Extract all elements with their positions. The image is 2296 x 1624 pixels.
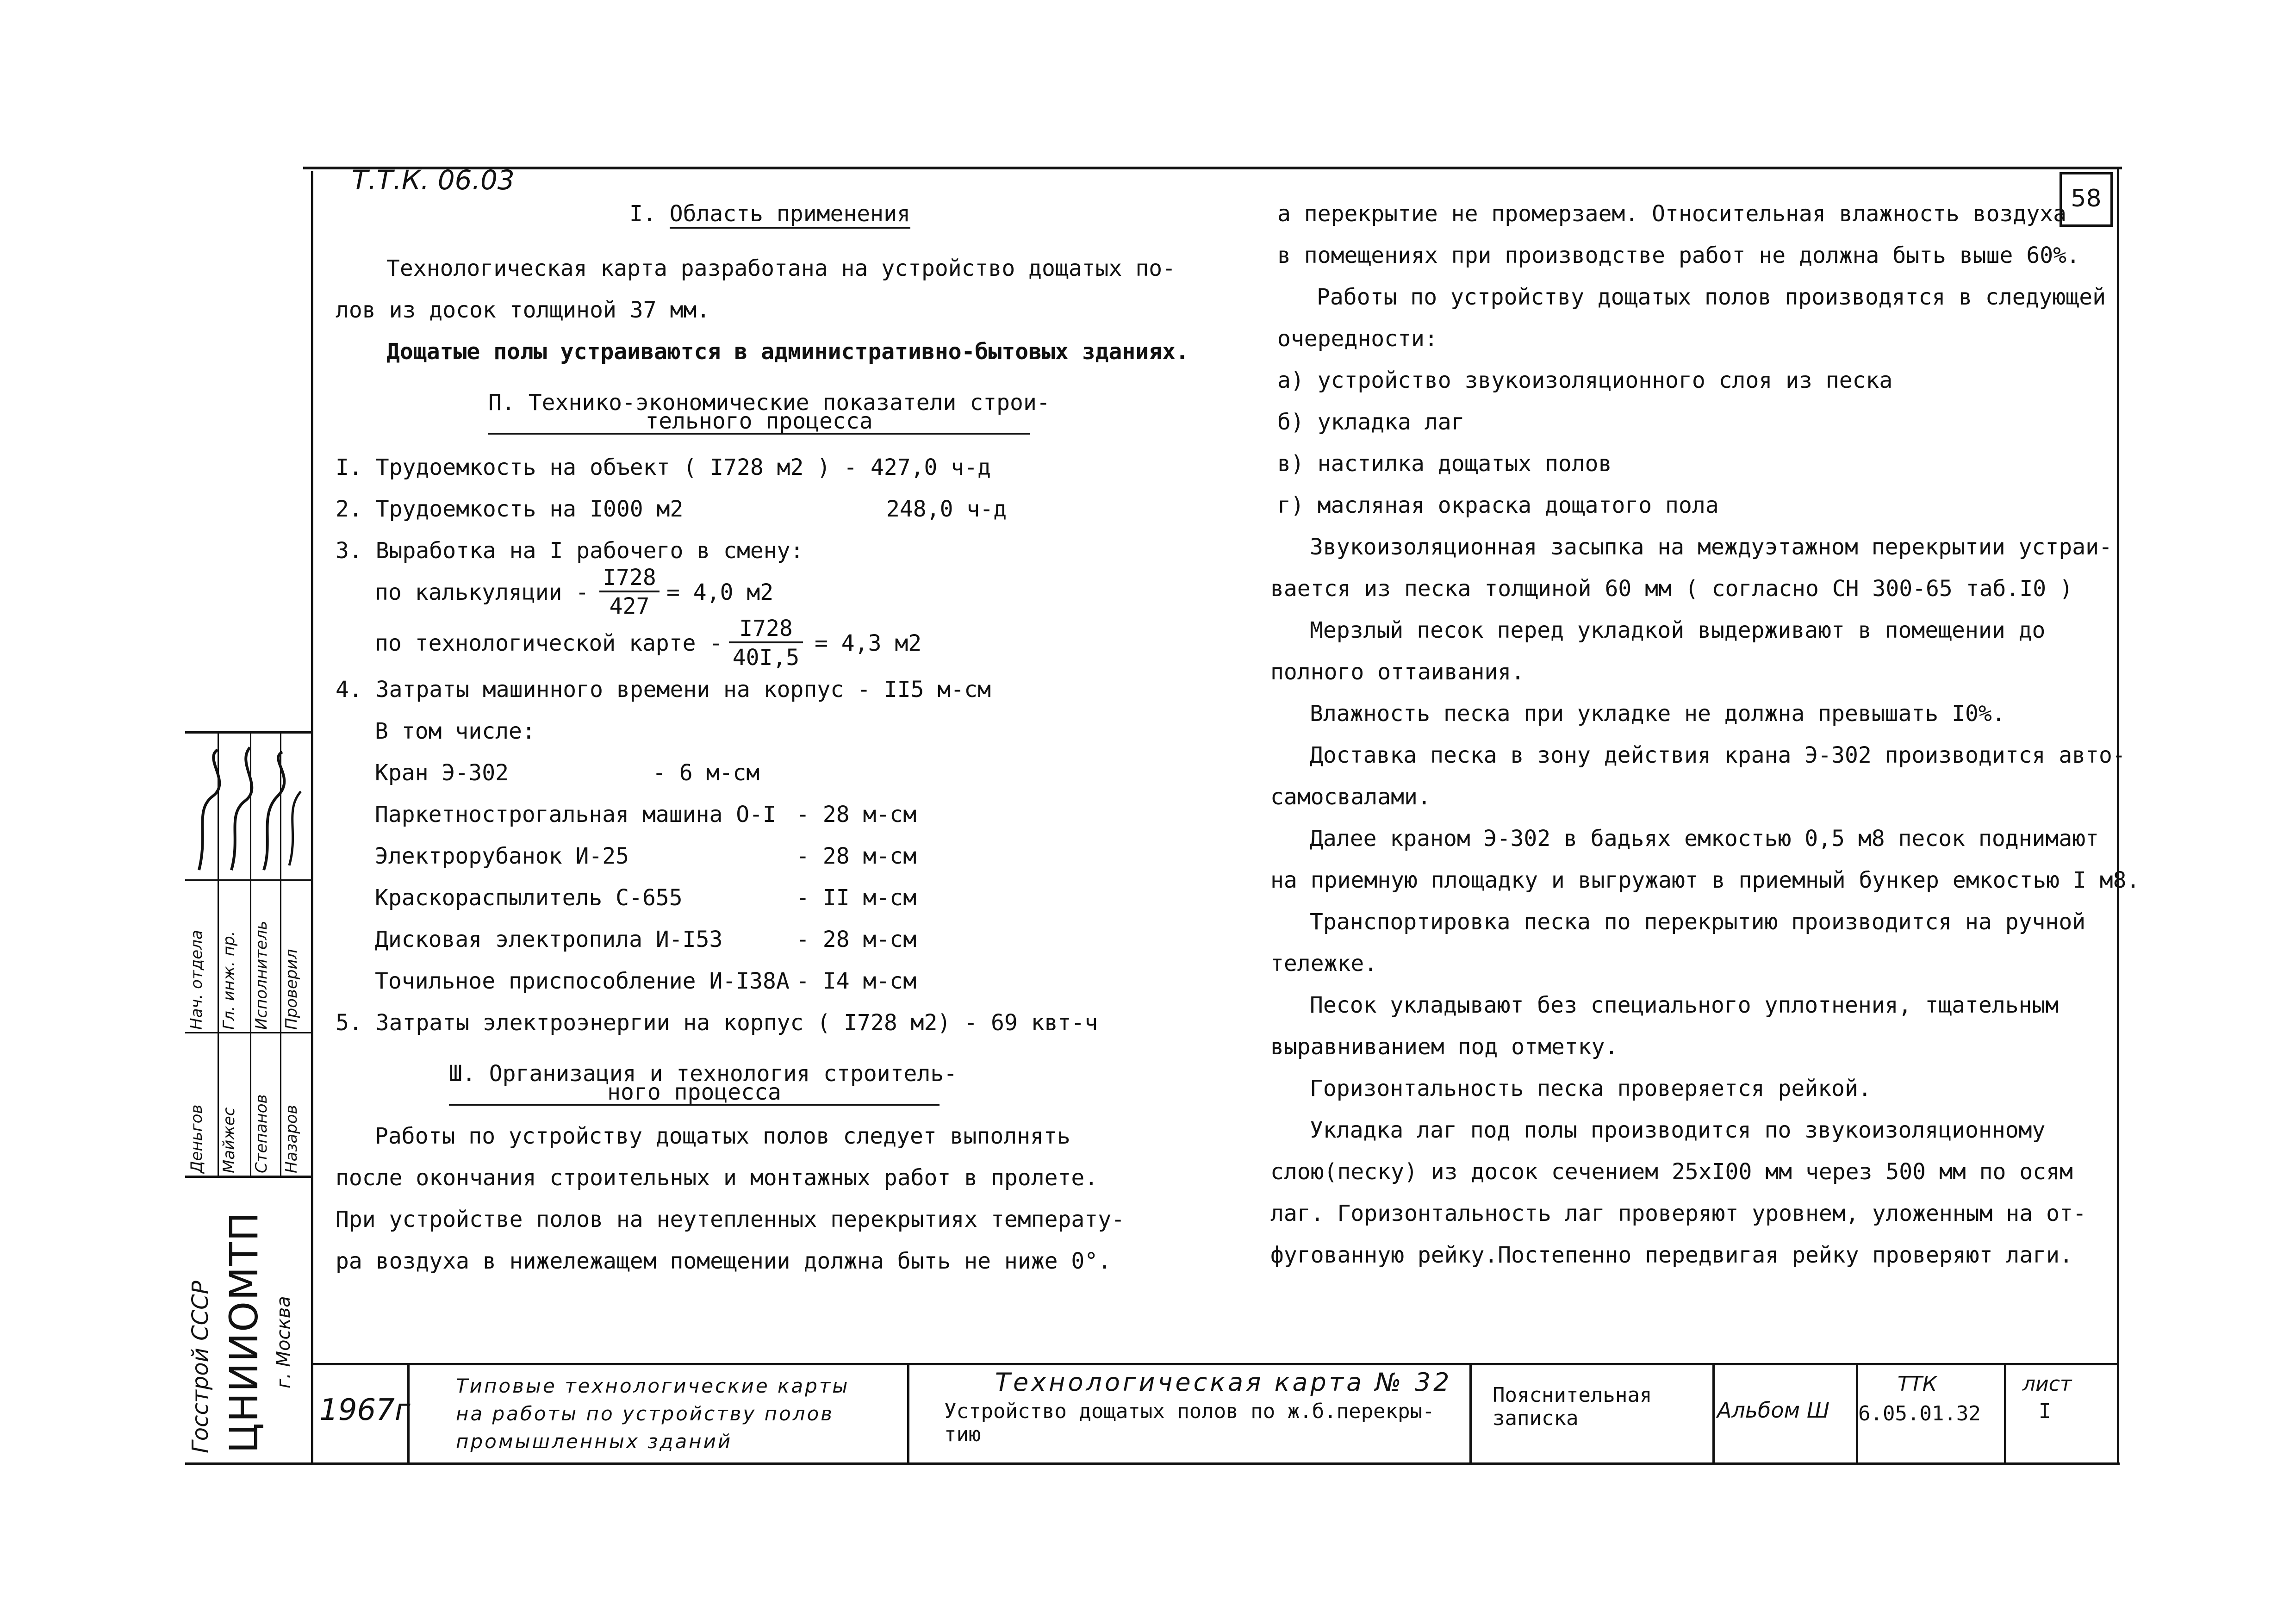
right-text-line: Звукоизоляционная засыпка на междуэтажном перекрытии устраи-	[1310, 534, 2112, 560]
right-text-line: Доставка песка в зону действия крана Э-302 производится авто-	[1310, 742, 2126, 768]
machine-name: Электрорубанок И-25	[375, 843, 629, 869]
right-text-line: а) устройство звукоизоляционного слоя из песка	[1277, 367, 1893, 393]
right-text-line: Далее краном Э-302 в бадьях емкостью 0,5 м8 песок поднимают	[1310, 826, 2099, 852]
machine-name: Кран Э-302	[375, 760, 509, 786]
right-text-line: на приемную площадку и выгружают в приемный бункер емкостью I м8.	[1270, 867, 2140, 893]
side-role: Нач. отдела	[187, 930, 206, 1030]
section1-line-2: лов из досок толщиной 37 мм.	[336, 297, 710, 323]
side-name: Назаров	[282, 1105, 301, 1173]
titleblock-album: Альбом Ш	[1717, 1398, 1830, 1423]
calc1-result: = 4,0 м2	[666, 579, 774, 605]
section3-line-1: Работы по устройству дощатых полов следует выполнять	[375, 1123, 1070, 1149]
calc1-numerator: I728	[599, 565, 660, 592]
section2-item-4-sub: В том числе:	[375, 718, 535, 744]
titleblock-divider	[907, 1365, 909, 1462]
section2-item-2-value: 248,0 ч-д	[886, 496, 1007, 522]
side-stamp-row	[185, 1032, 311, 1033]
calc2-numerator: I728	[729, 616, 803, 643]
titleblock-year: 1967г	[319, 1393, 411, 1427]
section2-item-3: 3. Выработка на I рабочего в смену:	[336, 538, 804, 564]
machine-value: - I4 м-см	[796, 968, 917, 994]
titleblock-code: 6.05.01.32	[1858, 1402, 1981, 1425]
right-text-line: Укладка лаг под полы производится по звукоизоляционному	[1310, 1117, 2046, 1143]
right-text-line: а перекрытие не промерзаем. Относительная влажность воздуха	[1277, 201, 2067, 227]
right-text-line: самосвалами.	[1270, 784, 1431, 810]
right-text-line: выравниванием под отметку.	[1270, 1034, 1618, 1060]
right-text-line: очередности:	[1277, 326, 1438, 352]
side-role: Проверил	[282, 949, 301, 1030]
side-stamp-top	[185, 731, 311, 734]
machine-value: - 28 м-см	[796, 843, 917, 869]
calc1-denominator: 427	[609, 593, 650, 619]
right-text-line: Влажность песка при укладке не должна превышать I0%.	[1310, 701, 2005, 727]
doc-code: Т.Т.К. 06.03	[352, 164, 515, 196]
right-text-line: б) укладка лаг	[1277, 409, 1465, 435]
section3-line-2: после окончания строительных и монтажных работ в пролете.	[336, 1165, 1098, 1191]
section1-title-text: Область применения	[670, 201, 910, 229]
side-org-1: Госстрой СССР	[187, 1281, 213, 1453]
section2-title-1: П. Технико-экономические показатели строи-	[488, 390, 1050, 416]
right-text-line: в) настилка дощатых полов	[1277, 451, 1612, 477]
right-text-line: Горизонтальность песка проверяется рейкой.	[1310, 1076, 1872, 1101]
right-text-line: Транспортировка песка по перекрытию производится на ручной	[1310, 909, 2086, 935]
side-role: Исполнитель	[252, 921, 271, 1030]
side-name: Степанов	[252, 1094, 271, 1173]
section2-item-2-label: 2. Трудоемкость на I000 м2	[336, 496, 684, 522]
titleblock-card-line-1: Устройство дощатых полов по ж.б.перекры-	[944, 1400, 1435, 1423]
frame-right	[2117, 167, 2119, 1462]
side-name: Майжес	[220, 1107, 238, 1173]
titleblock-card-line-2: тию	[944, 1423, 981, 1446]
right-text-line: г) масляная окраска дощатого пола	[1277, 492, 1719, 518]
right-text-line: вается из песка толщиной 60 мм ( согласно СН 300-65 таб.I0 )	[1270, 576, 2073, 602]
calc2-label: по технологической карте -	[375, 630, 723, 656]
right-text-line: в помещениях при производстве работ не должна быть выше 60%.	[1277, 243, 2080, 268]
side-stamp-mid	[185, 1176, 311, 1178]
signature-scribbles	[190, 740, 310, 875]
frame-top	[303, 167, 2122, 169]
calc2-result: = 4,3 м2	[815, 630, 922, 656]
titleblock-card-title: Технологическая карта № 32	[995, 1368, 1452, 1397]
machine-value: - 28 м-см	[796, 927, 917, 952]
calc1-label: по калькуляции -	[375, 579, 589, 605]
side-org-2: ЦНИИОМТП	[221, 1211, 267, 1453]
right-text-line: полного оттаивания.	[1270, 659, 1525, 685]
side-role: Гл. инж. пр.	[220, 931, 238, 1030]
machine-value: - II м-см	[796, 885, 917, 911]
titleblock-doctype-2: записка	[1493, 1406, 1579, 1430]
frame-left	[311, 171, 313, 1462]
side-stamp-row	[185, 879, 311, 881]
titleblock-divider	[1712, 1365, 1715, 1462]
frame-bottom	[185, 1462, 2120, 1465]
machine-name: Дисковая электропила И-I53	[375, 927, 723, 952]
right-text-line: тележке.	[1270, 951, 1378, 977]
section1-line-1: Технологическая карта разработана на устройство дощатых по-	[386, 255, 1176, 281]
section3-title-1: Ш. Организация и технология строитель-	[449, 1061, 958, 1087]
machine-name: Паркетнострогальная машина О-I	[375, 802, 776, 828]
section2-item-4: 4. Затраты машинного времени на корпус - II5 м-см	[336, 677, 991, 703]
titleblock-doctype-1: Пояснительная	[1493, 1383, 1652, 1407]
section2-item-1: I. Трудоемкость на объект ( I728 м2 ) - 427,0 ч-д	[336, 454, 991, 480]
side-name: Деньгов	[187, 1104, 206, 1173]
calc2-denominator: 40I,5	[732, 645, 800, 671]
titleblock-sheet: I	[2039, 1400, 2051, 1423]
page-number: 58	[2071, 185, 2102, 212]
titleblock-series-2: на работы по устройству полов	[456, 1402, 834, 1425]
titleblock-divider	[1469, 1365, 1472, 1462]
machine-name: Точильное приспособление И-I38А	[375, 968, 790, 994]
section1-line-3: Дощатые полы устраиваются в административно-бытовых зданиях.	[386, 339, 1189, 365]
page-number-box	[2060, 172, 2113, 227]
right-text-line: фугованную рейку.Постепенно передвигая рейку проверяют лаги.	[1270, 1242, 2073, 1268]
section2-item-5: 5. Затраты электроэнергии на корпус ( I728 м2) - 69 квт-ч	[336, 1010, 1098, 1036]
section3-line-3: При устройстве полов на неутепленных перекрытиях температу-	[336, 1207, 1125, 1232]
section1-title	[629, 200, 910, 228]
section1-title-num: I.	[629, 201, 656, 227]
calc1-fraction	[599, 565, 660, 620]
calc2-fraction	[729, 616, 803, 672]
section3-line-4: ра воздуха в нижележащем помещении должна быть не ниже 0°.	[336, 1248, 1112, 1274]
section2-title-2: тельного процесса	[488, 410, 1030, 435]
right-text-line: слою(песку) из досок сечением 25хI00 мм через 500 мм по осям	[1270, 1159, 2073, 1185]
machine-value: - 28 м-см	[796, 802, 917, 828]
right-text-line: лаг. Горизонтальность лаг проверяют уровнем, уложенным на от-	[1270, 1201, 2086, 1226]
side-org-3: г. Москва	[273, 1296, 294, 1388]
machine-name: Краскораспылитель С-655	[375, 885, 683, 911]
right-text-line: Работы по устройству дощатых полов производятся в следующей	[1317, 284, 2106, 310]
titleblock-sheet-label: лист	[2022, 1372, 2072, 1396]
right-text-line: Песок укладывают без специального уплотнения, тщательным	[1310, 992, 2059, 1018]
titleblock-series-3: промышленных зданий	[456, 1430, 733, 1453]
section3-title-2: ного процесса	[449, 1081, 940, 1106]
titleblock-series-1: Типовые технологические карты	[456, 1375, 850, 1397]
titleblock-divider	[2004, 1365, 2006, 1462]
titleblock-top-line	[311, 1363, 2118, 1365]
titleblock-code-label: ТТК	[1898, 1372, 1937, 1396]
machine-value: - 6 м-см	[653, 760, 760, 786]
right-text-line: Мерзлый песок перед укладкой выдерживают в помещении до	[1310, 617, 2046, 643]
